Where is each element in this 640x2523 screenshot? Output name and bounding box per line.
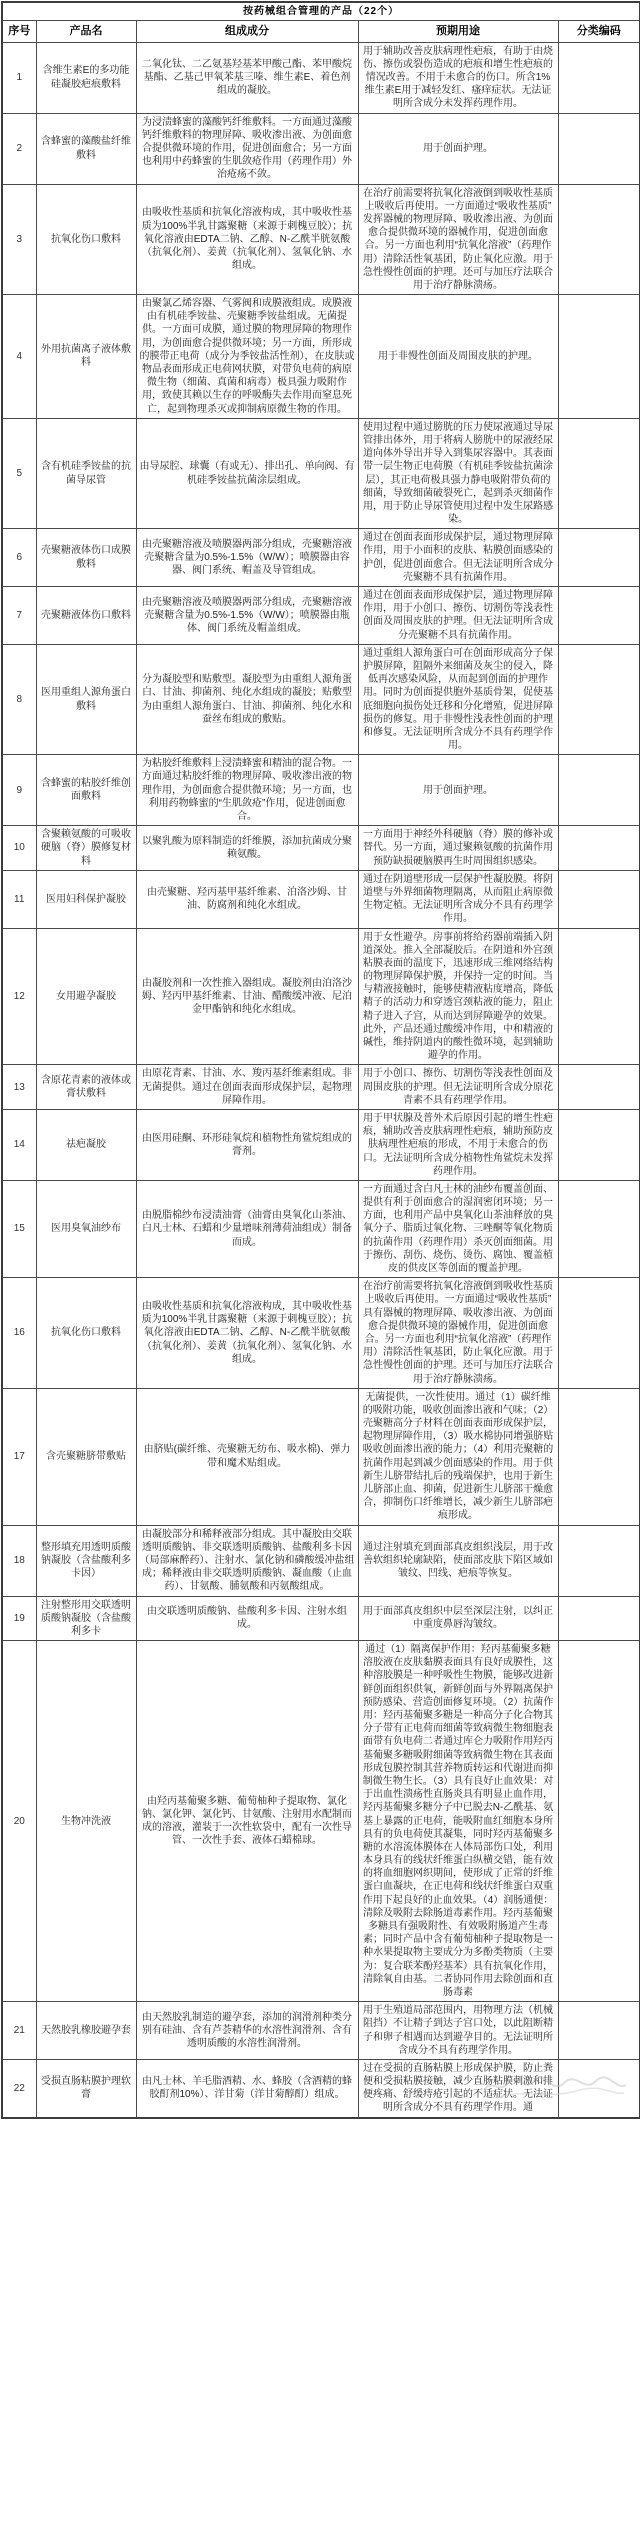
intended-use-text: 用于非慢性创面及周围皮肤的护理。 <box>358 295 558 419</box>
row-number: 13 <box>2 1065 36 1110</box>
intended-use-text: 用于甲状腺及普外术后原因引起的增生性疤痕，辅助改善皮肤病理性疤痕，辅助预防皮肤病理性疤痕的形成，不用于未愈合的伤口。无法证明所含成分植物性角鲨烷未发挥药理作用。 <box>358 1109 558 1180</box>
product-name: 含聚赖氨酸的可吸收硬脑（脊）膜修复材料 <box>36 826 136 871</box>
intended-use-text: 用于创面护理。 <box>358 755 558 826</box>
intended-use-text: 用于女性避孕。房事前将给药器前端插入阴道深处。推入全部凝胶后。在阴道和外宫颈粘膜表面的温度下，迅速形成三维网络结构的物理屏障保护膜，并保持一定的时间。当与精液接触时，能够使精液粘度增高，降低精子的活动力和穿透宫颈粘液的能力，阻止精子进入子宫，从而达到屏障避孕的效果。此外，产品还通过酸缓冲作用，中和精液的碱性，维持阴道内的酸性微环境，起到辅助避孕的作用。 <box>358 928 558 1065</box>
table-row <box>2 1278 640 1389</box>
column-header-row <box>2 21 640 43</box>
row-number: 21 <box>2 2002 36 2060</box>
table-row <box>2 295 640 419</box>
row-number: 11 <box>2 870 36 928</box>
row-number: 22 <box>2 2059 36 2117</box>
page-title: 按药械组合管理的产品（22个） <box>2 2 640 21</box>
intended-use-text: 通过在创面表面形成保护层，通过物理屏障作用，用于小创口、擦伤、切割伤等浅表性创面及周围皮肤的护理。但无法证明所含成分壳聚糖不具有抗菌作用。 <box>358 587 558 645</box>
product-name: 天然胶乳橡胶避孕套 <box>36 2002 136 2060</box>
table-row <box>2 826 640 871</box>
table-row <box>2 1180 640 1277</box>
intended-use-text: 一方面通过含白凡士林的油纱布覆盖创面、提供有利于创面愈合的湿润密闭环境；另一方面，也利用产品中臭氧化山茶油释放的臭氧分子、脂质过氧化物、三唑酮等氧化物质的抗菌作用（药理作用）杀灭创面细菌。用于擦伤、刮伤、烧伤、烫伤、腐蚀、覆盖植皮的供皮区等创面的覆盖护理。 <box>358 1180 558 1277</box>
table-row <box>2 1596 640 1641</box>
product-name: 含维生素E的多功能硅凝胶疤痕敷料 <box>36 42 136 113</box>
composition-text: 由凝胶部分和稀释液部分组成。其中凝胶由交联透明质酸钠、非交联透明质酸钠、盐酸利多卡因（局部麻醉药）、注射水、氯化钠和磷酸缓冲盐组成；稀释液由非交联透明质酸钠、凝血酸（止血药）、甘氨酸、脯氨酸和丙氨酸组成。 <box>136 1525 358 1596</box>
row-number: 1 <box>2 42 36 113</box>
product-name: 生物冲洗液 <box>36 1641 136 2002</box>
composition-text: 由羟丙基葡聚多糖、葡萄柚种子提取物、氯化钠、氯化钾、氯化钙、甘氨酸、注射用水配制而成的溶液，灌装于一次性软袋中，配有一次性导管、一次性手套、液体石蜡棉球。 <box>136 1641 358 2002</box>
intended-use-text: 用于创面护理。 <box>358 113 558 184</box>
column-header: 序号 <box>2 21 36 43</box>
intended-use-text: 过在受损的直肠粘膜上形成保护膜，防止粪便和受损粘膜接触，减少直肠粘膜刺激和排便疼痛、舒缓痔疮引起的不适症状。无法证明所含成分不具有药理学作用。通 <box>358 2059 558 2117</box>
composition-text: 由凡士林、羊毛脂酒精、水、蜂胶（含酒精的蜂胶酊剂10%）、洋甘菊（洋甘菊醇酊）组成。 <box>136 2059 358 2117</box>
product-name: 抗氧化伤口敷料 <box>36 1278 136 1389</box>
classification-code <box>558 184 640 295</box>
classification-code <box>558 2002 640 2060</box>
intended-use-text: 在治疗前需要将抗氧化溶液倒到吸收性基质上吸收后再使用。一方面通过“吸收性基质”发挥器械的物理屏障、吸收渗出液、为创面愈合提供微环境的器械作用，促进创面愈合。另一方面也利用“抗氧化溶液”（药理作用）清除活性氧基团，防止氧化应激。用于急性慢性创面的护理。还可与加压疗法联合用于治疗静脉溃疡。 <box>358 184 558 295</box>
classification-code <box>558 870 640 928</box>
product-name: 女用避孕凝胶 <box>36 928 136 1065</box>
classification-code <box>558 587 640 645</box>
table-row <box>2 755 640 826</box>
classification-code <box>558 418 640 529</box>
classification-code <box>558 644 640 755</box>
classification-code <box>558 295 640 419</box>
row-number: 7 <box>2 587 36 645</box>
intended-use-text: 通过重组人源角蛋白可在创面形成高分子保护膜屏障，阻隔外来细菌及灰尘的侵入，降低再次感染风险，从而起到创面的护理作用。同时为创面提供胞外基质骨架，促使基底细胞向损伤处迁移和分化增殖，促进屏障损伤的修复。用于非慢性浅表性创面的护理和修复。无法证明所含成分不具有药理学作用。 <box>358 644 558 755</box>
row-number: 4 <box>2 295 36 419</box>
classification-code <box>558 755 640 826</box>
composition-text: 由壳聚糖溶液及喷膜器两部分组成，壳聚糖溶液壳聚糖含量为0.5%-1.5%（W/W）；喷膜器由容器、阀门系统、帽盖及导管组成。 <box>136 529 358 587</box>
classification-code <box>558 1180 640 1277</box>
classification-code <box>558 1109 640 1180</box>
classification-code <box>558 113 640 184</box>
product-name: 含蜂蜜的粘胶纤维创面敷料 <box>36 755 136 826</box>
classification-code <box>558 42 640 113</box>
product-name: 医用臭氧油纱布 <box>36 1180 136 1277</box>
row-number: 6 <box>2 529 36 587</box>
composition-text: 由原花青素、甘油、水、羧丙基纤维素组成。非无菌提供。通过在创面表面形成保护层，起物理屏障作用。 <box>136 1065 358 1110</box>
composition-text: 为浸渍蜂蜜的藻酸钙纤维敷料。一方面通过藻酸钙纤维敷料的物理屏障、吸收渗出液、为创面愈合提供微环境的作用，促进创面愈合；另一方面也利用中药蜂蜜的生肌敛疮作用（药理作用）外治疮疡不敛。 <box>136 113 358 184</box>
product-name: 祛疤凝胶 <box>36 1109 136 1180</box>
title-row <box>2 2 640 21</box>
table-row <box>2 2059 640 2117</box>
table-body <box>2 42 640 2117</box>
table-row <box>2 1525 640 1596</box>
row-number: 2 <box>2 113 36 184</box>
product-name: 含原花青素的液体或膏状敷料 <box>36 1065 136 1110</box>
row-number: 18 <box>2 1525 36 1596</box>
table-row <box>2 184 640 295</box>
composition-text: 由壳聚糖溶液及喷膜器两部分组成，壳聚糖溶液壳聚糖含量为0.5%-1.5%（W/W）；喷膜器由瓶体、阀门系统及帽盖组成。 <box>136 587 358 645</box>
combination-products-table <box>1 1 640 2119</box>
table-row <box>2 1388 640 1525</box>
intended-use-text: 用于生殖道局部范围内，用物理方法（机械阻挡）不让精子到达子宫口处，以此阻断精子和卵子相遇而达到避孕目的。无法证明所含成分不具有药理学作用。 <box>358 2002 558 2060</box>
composition-text: 以聚乳酸为原料制造的纤维膜，添加抗菌成分聚赖氨酸。 <box>136 826 358 871</box>
intended-use-text: 用于辅助改善皮肤病理性疤痕，有助于由烧伤、擦伤或裂伤造成的疤痕和增生性疤痕的情况改善。不用于未愈合的伤口。所含1%维生素E用于减轻发红、瘙痒症状。无法证明所含成分未发挥药理作用。 <box>358 42 558 113</box>
column-header: 产品名 <box>36 21 136 43</box>
classification-code <box>558 1065 640 1110</box>
composition-text: 二氧化钛、二乙氨基羟基苯甲酸己酯、苯甲酸烷基酯、乙基己甲氧苯基三嗪、维生素E、着色剂组成的凝胶。 <box>136 42 358 113</box>
classification-code <box>558 1278 640 1389</box>
product-name: 医用妇科保护凝胶 <box>36 870 136 928</box>
row-number: 12 <box>2 928 36 1065</box>
row-number: 20 <box>2 1641 36 2002</box>
classification-code <box>558 1596 640 1641</box>
composition-text: 为粘胶纤维敷料上浸渍蜂蜜和精油的混合物。一方面通过粘胶纤维的物理屏障、吸收渗出液的物理作用，为创面愈合提供微环境；另一方面，也利用药物蜂蜜的“生肌敛疮”作用，促进创面愈合。 <box>136 755 358 826</box>
product-name: 整形填充用透明质酸钠凝胶（含盐酸利多卡因） <box>36 1525 136 1596</box>
intended-use-text: 用于小创口、擦伤、切割伤等浅表性创面及周围皮肤的护理。但无法证明所含成分原花青素不具有药理学作用。 <box>358 1065 558 1110</box>
row-number: 5 <box>2 418 36 529</box>
composition-text: 由聚氯乙烯容器、气雾阀和成膜液组成。成膜液由有机硅季铵盐、壳聚糖季铵盐组成。无菌提供。一方面可成膜，通过膜的物理屏障的物理作用，为创面愈合提供微环境；另一方面，所形成的膜带正电荷（成分为季铵盐活性剂），在皮肤或物品表面形成正电荷网状膜，对带负电荷的病原微生物（细菌、真菌和病毒）极具强力吸附作用，致使其赖以生存的呼吸酶失去作用而窒息死亡，起到物理杀灭或抑制病原微生物的作用。 <box>136 295 358 419</box>
classification-code <box>558 529 640 587</box>
column-header: 预期用途 <box>358 21 558 43</box>
table-row <box>2 1641 640 2002</box>
intended-use-text: 用于面部真皮组织中层至深层注射，以纠正中重度鼻唇沟皱纹。 <box>358 1596 558 1641</box>
classification-code <box>558 1388 640 1525</box>
product-name: 壳聚糖液体伤口敷料 <box>36 587 136 645</box>
composition-text: 由壳聚糖、羟丙基甲基纤维素、泊洛沙姆、甘油、防腐剂和纯化水组成。 <box>136 870 358 928</box>
intended-use-text: 在治疗前需要将抗氧化溶液倒到吸收性基质上吸收后再使用。一方面通过“吸收性基质”具有器械的物理屏障、吸收渗出液、为创面愈合提供微环境的器械作用，促进创面愈合。另一方面也利用“抗氧化溶液”（药理作用）清除活性氧基团，防止氧化应激。用于急性慢性创面的护理。还可与加压疗法联合用于治疗静脉溃疡。 <box>358 1278 558 1389</box>
product-name: 壳聚糖液体伤口成膜敷料 <box>36 529 136 587</box>
table-row <box>2 113 640 184</box>
row-number: 3 <box>2 184 36 295</box>
composition-text: 由脱脂棉纱布浸渍油膏（油膏由臭氧化山茶油、白凡士林、石蜡和少量增味剂薄荷油组成）制备而成。 <box>136 1180 358 1277</box>
table-row <box>2 1065 640 1110</box>
table-row <box>2 418 640 529</box>
classification-code <box>558 928 640 1065</box>
column-header: 组成成分 <box>136 21 358 43</box>
table-row <box>2 587 640 645</box>
table-row <box>2 928 640 1065</box>
composition-text: 由导尿腔、球囊（有或无）、排出孔、单向阀、有机硅季铵盐抗菌涂层组成。 <box>136 418 358 529</box>
table-row <box>2 2002 640 2060</box>
intended-use-text: 通过在阴道壁形成一层保护性凝胶膜。将阴道壁与外界细菌物理隔离，从而阻止病原微生物定植。无法证明所含成分不具有药理学作用。 <box>358 870 558 928</box>
product-name: 抗氧化伤口敷料 <box>36 184 136 295</box>
row-number: 10 <box>2 826 36 871</box>
composition-text: 由天然胶乳制造的避孕套，添加的润滑剂种类分别有硅油、含有芦荟精华的水溶性润滑剂、含有透明质酸的水溶性润滑剂。 <box>136 2002 358 2060</box>
composition-text: 由医用硅酮、环形硅氧烷和植物性角鲨烷组成的膏剂。 <box>136 1109 358 1180</box>
classification-code <box>558 2059 640 2117</box>
table-row <box>2 1109 640 1180</box>
intended-use-text: 无菌提供，一次性使用。通过（1）碳纤维的吸附功能，吸收创面渗出液和气味；（2）壳聚糖高分子材料在创面表面形成保护层，起物理屏障作用，（3）吸水棉协同增强脐贴吸收创面渗出液的能力；（4）利用壳聚糖的抗菌作用起到减少创面感染的作用。用于供新生儿脐带结扎后的残端保护，也用于新生儿脐部止血、抑菌，促进新生儿脐部干燥愈合，抑制伤口纤维增长，减少新生儿脐部疤痕形成。 <box>358 1388 558 1525</box>
product-name: 含壳聚糖脐带敷贴 <box>36 1388 136 1525</box>
row-number: 16 <box>2 1278 36 1389</box>
composition-text: 由交联透明质酸钠、盐酸利多卡因、注射水组成。 <box>136 1596 358 1641</box>
product-name: 含有机硅季铵盐的抗菌导尿管 <box>36 418 136 529</box>
table-row <box>2 529 640 587</box>
composition-text: 由吸收性基质和抗氧化溶液构成，其中吸收性基质为100%半乳甘露聚糖（来源于刺槐豆胶）；抗氧化溶液由EDTA二钠、乙醇、N-乙酰半胱氨酸（抗氧化剂）、姜黄（抗氧化剂）、氢氧化钠、水组成。 <box>136 184 358 295</box>
product-name: 医用重组人源角蛋白敷料 <box>36 644 136 755</box>
table-row <box>2 42 640 113</box>
table-row <box>2 870 640 928</box>
composition-text: 由凝胶剂和一次性推入器组成。凝胶剂由泊洛沙姆、羟丙甲基纤维素、甘油、醋酸缓冲液、尼泊金甲酯钠和纯化水组成。 <box>136 928 358 1065</box>
product-name: 受损直肠粘膜护理软膏 <box>36 2059 136 2117</box>
intended-use-text: 使用过程中通过膀胱的压力使尿液通过导尿管排出体外，用于将病人膀胱中的尿液经尿道向体外导出并导入到集尿容器中。其表面带一层生物正电荷膜（有机硅季铵盐抗菌涂层），其正电荷极具强力静电吸附带负荷的细菌，导致细菌破裂死亡，起到杀灭细菌作用，用于防止导尿管使用过程中发生尿路感染。 <box>358 418 558 529</box>
composition-text: 由脐贴(碳纤维、壳聚糖无纺布、吸水棉)、弹力带和魔术贴组成。 <box>136 1388 358 1525</box>
row-number: 19 <box>2 1596 36 1641</box>
table-row <box>2 644 640 755</box>
row-number: 15 <box>2 1180 36 1277</box>
classification-code <box>558 826 640 871</box>
column-header: 分类编码 <box>558 21 640 43</box>
composition-text: 由吸收性基质和抗氧化溶液构成，其中吸收性基质为100%半乳甘露聚糖（来源于刺槐豆胶）；抗氧化溶液由EDTA二钠、乙醇、N-乙酰半胱氨酸（抗氧化剂）、姜黄（抗氧化剂）、氢氧化钠、水组成。 <box>136 1278 358 1389</box>
intended-use-text: 通过注射填充到面部真皮组织浅层，用于改善软组织轮廓缺陷，使面部皮肤下陷区域如皱纹、凹线、疤痕等恢复。 <box>358 1525 558 1596</box>
row-number: 9 <box>2 755 36 826</box>
intended-use-text: 一方面用于神经外科硬脑（脊）膜的修补或替代。另一方面，通过聚赖氨酸的抗菌作用预防缺损硬脑膜再生时周围组织感染。 <box>358 826 558 871</box>
row-number: 17 <box>2 1388 36 1525</box>
composition-text: 分为凝胶型和贴敷型。凝胶型为由重组人源角蛋白、甘油、抑菌剂、纯化水组成的凝胶；贴敷型为由重组人源角蛋白、甘油、抑菌剂、纯化水和蚕丝布组成的敷贴。 <box>136 644 358 755</box>
row-number: 8 <box>2 644 36 755</box>
product-name: 含蜂蜜的藻酸盐纤维敷料 <box>36 113 136 184</box>
classification-code <box>558 1641 640 2002</box>
product-name: 注射整形用交联透明质酸钠凝胶（含盐酸利多卡 <box>36 1596 136 1641</box>
intended-use-text: 通过（1）隔离保护作用：羟丙基葡聚多糖溶胶液在皮肤黏膜表面具有良好成膜性，这种溶胶膜是一种呼吸性生物膜，能够改进新鲜创面组织供氧，新鲜创面与外界隔离保护预防感染、营造创面修复环境。（2）抗菌作用：羟丙基葡聚多糖是一种高分子化合物其分子带有正电荷而细菌等致病微生物细胞表面带有负电荷二者通过库仑力吸附作用羟丙基葡聚多糖吸附细菌等致病微生物在其表面形成包膜控制其营养物质转运和代谢进而抑制微生物生长。（3）具有良好止血效果：对于出血性溃疡性直肠炎具有明显止血作用，羟丙基葡聚多糖分子中已脱去N-乙酰基、氨基上暴露的正电荷，能吸附血红细胞本身所具有的负电荷使其凝集，同时羟丙基葡聚多糖的水溶流体膜体在人体局部伤口处，利用本身具有的线状纤维蛋白纵横交错，能有效的将血细胞网织期间，使形成了正常的纤维蛋白血凝块，在正电荷和线状纤维蛋白双重作用下起良好的止血效果。（4）润肠通便：清除及吸附去除肠道毒素作用。羟丙基葡聚多糖具有强吸附性、有效吸附肠道产生毒素；同时产品中含有葡萄柚种子提取物是一种水果提取物主要成分为多酚类物质（主要为：复合联苯酚羟基苯）具有抗氧化作用，清除氧自由基。二者协同作用去除创面和直肠毒素 <box>358 1641 558 2002</box>
row-number: 14 <box>2 1109 36 1180</box>
product-name: 外用抗菌离子液体敷料 <box>36 295 136 419</box>
intended-use-text: 通过在创面表面形成保护层，通过物理屏障作用，用于小面积的皮肤、粘膜创面感染的护创，促进创面愈合。但无法证明所含成分壳聚糖不具有抗菌作用。 <box>358 529 558 587</box>
classification-code <box>558 1525 640 1596</box>
